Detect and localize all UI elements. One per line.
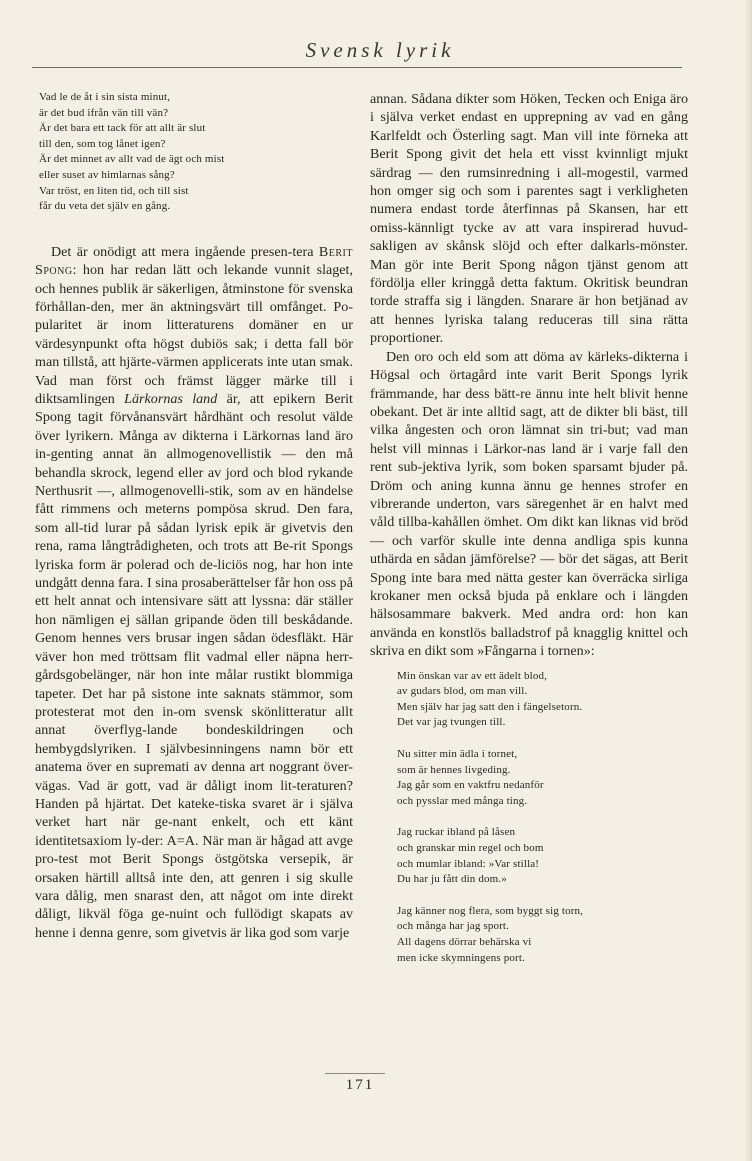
poem-line: Jag känner nog flera, som byggt sig torn, — [397, 904, 584, 917]
page-number: 171 — [345, 1077, 375, 1093]
left-prose — [35, 243, 353, 942]
poem-line: Vad le de åt i sin sista minut, — [39, 91, 171, 103]
right-prose — [370, 90, 688, 661]
page-edge — [746, 0, 752, 1161]
stanza — [397, 825, 688, 887]
poem-line: Var tröst, en liten tid, och till sist — [39, 184, 189, 197]
stanza — [397, 747, 688, 809]
stanza — [397, 904, 688, 966]
poem-line: Det var jag tvungen till. — [397, 716, 506, 729]
poem-line: All dagens dörrar behärska vi — [397, 935, 532, 948]
poem-line: Jag ruckar ibland på låsen — [397, 826, 516, 839]
footer-rule — [325, 1073, 385, 1074]
poem-line: Du har ju fått din dom.» — [397, 873, 507, 886]
poem-line: och granskar min regel och bom — [397, 841, 544, 854]
header-rule — [32, 67, 682, 68]
poem-line: eller suset av himlarnas sång? — [39, 168, 175, 181]
left-column — [35, 90, 353, 942]
poem-line: och mumlar ibland: »Var stilla! — [397, 857, 540, 870]
poem-line: Min önskan var av ett ädelt blod, — [397, 669, 548, 682]
right-column — [370, 90, 688, 982]
poem-line: Är det minnet av allt vad de ägt och mist — [39, 153, 225, 166]
poem-line: Är det bara ett tack för att allt är slut — [39, 122, 206, 135]
poem-line: är det bud ifrån vän till vän? — [39, 106, 169, 119]
poem-bottom — [397, 669, 688, 967]
poem-line: av gudars blod, om man vill. — [397, 685, 528, 698]
poem-line: Men själv har jag satt den i fängelsetorn. — [397, 700, 583, 713]
poem-line: som är hennes livgeding. — [397, 763, 511, 776]
author-name: Berit Spong — [35, 243, 353, 279]
poem-line: Jag går som en vaktfru nedanför — [397, 779, 544, 792]
poem-line: får du veta det själv en gång. — [39, 200, 171, 213]
paragraph: Den oro och eld som att döma av kärleks-dikterna i Högsal och örtagård inte varit Berit Spongs lyrik främmande, har dess bätt-re ännu inte helt blivit henne obekant. Det är inte alltid sagt, att de dikter bli bäst, till vilka ångesten och oron lämnat sin tri-but; vad man helst vill minnas i Lärkor-nas land är i varje fall den rent sub-jektiva lyrik, som boken sparsamt bjuder på. Dröm och aning kunna ännu ge hennes strofer en vibrerande underton, vars säregenhet är en halvt med våld tillba-kahållen ömhet. Om dikt kan liknas vid bröd — och varför skulle inte denna andliga spis kunna uthärda en sådan jämförelse? — bör det sägas, att Berit Spong inte bara med nätta gester kan överräcka sirliga krokaner men också bjuda på enklare och i längden hälsosammare bakverk. Med andra ord: hon kan använda en konstlös balladstrof på knagglig knittel och skriva en dikt som »Fångarna i tornen»: — [370, 348, 688, 660]
paragraph: annan. Sådana dikter som Höken, Tecken och Eniga äro i själva verket endast en upprepning av vad en gång Karlfeldt och Österling sagt. Man vill inte förneka att Berit Spong givit det hela ett visst kvinnligt mjukt särdrag — den rumsinredning i all-mogestil, varmed hon omger sig och som i parentes sagt i verkligheten numera endast torde återfinnas på Skansen, har ett omiss-kännligt tycke av att vara inspirerad huvud-sakligen av skånsk slöjd och efter dalkarls-mönster. Man gör inte Berit Spong någon tjänst genom att fördölja eller kringgå detta faktum. Okritisk beundran torde straffa sig i längden. Snarare är hon betjänad av att hennes lyriska talang reduceras till sina rätta proportioner. — [370, 91, 688, 347]
poem-line: Nu sitter min ädla i tornet, — [397, 747, 518, 760]
poem-line: och många har jag sport. — [397, 920, 510, 933]
poem-top — [39, 90, 353, 215]
paragraph: Det är onödigt att mera ingående presen-tera Berit Spong: hon har redan lätt och lekande vunnit slaget, och hennes publik är säkerligen, åtminstone för svenska förhållan-den, mer än aktningsvärt till omfånget. Po-pularitet är inom litteraturens domäner en ur värdesynpunkt ofta högst dubiös sak; i detta fall bör man tillstå, att hjärte-värmen applicerats inte utan smak. Vad man först och främst lägger märke till i diktsamlingen Lärkornas land är, att epikern Berit Spong tagit förvånansvärt hårdhänt och resolut välde över lyrikern. Många av dikterna i Lärkornas land äro in-genting annat än allmogenovellistik — den må behandla skrock, legend eller av jord och blod rykande Nerthusrit —, allmogenovelli-stik, som av en händelse fått rimmens och meterns pompösa skrud. Den fara, som all-tid lurar på sådan lyrisk epik är givetvis den rena, rama långtrådigheten, och trots att Be-rit Spongs lyriska form är polerad och de-liciös nog, har hon inte undgått denna fara. I sina prosaberättelser får hon oss på ett helt annat och intensivare sätt att lyssna: där ställer hon nämligen ej sällan gripande öden till beskådande. Genom hennes vers brusar ingen sådan ödesfläkt. Här väver hon med tröttsam flit vadmal eller näpna herr-gårdsgobelänger, när hon inte målar rustikt blommiga tapeter. Det har på sistone inte saknats stämmor, som protesterat mot den in-om svensk skönlitteratur allt annat överflyg-lande bondeskildringen och hembygdslyriken. I självbesinningens namn bör ett anatema över en supremati av denna art noggrant över-vägas. Vad är gott, vad är dåligt inom lit-teraturen? Handen på hjärtat. Det kateke-tiska svaret är i själva verket hart när ge-nant enkelt, och ett känt identitetsaxiom ly-der: A=A. När man är hågad att avge pro-test mot Berit Spongs östgötska versepik, är orsaken härtill alltså inte den, att genren i sig skulle vara dålig, men snarast den, att något om inte direkt dåligt, likväl föga ge-nuint och fullödigt skapats av henne i denna genre, som givetvis är lika god som varje — [35, 243, 353, 941]
stanza — [397, 669, 688, 731]
book-title: Lärkornas land — [124, 391, 218, 407]
poem-line: och pysslar med många ting. — [397, 794, 528, 807]
running-title: Svensk lyrik — [305, 38, 455, 62]
poem-line: men icke skymningens port. — [397, 951, 525, 964]
poem-line: till den, som tog lånet igen? — [39, 137, 166, 150]
